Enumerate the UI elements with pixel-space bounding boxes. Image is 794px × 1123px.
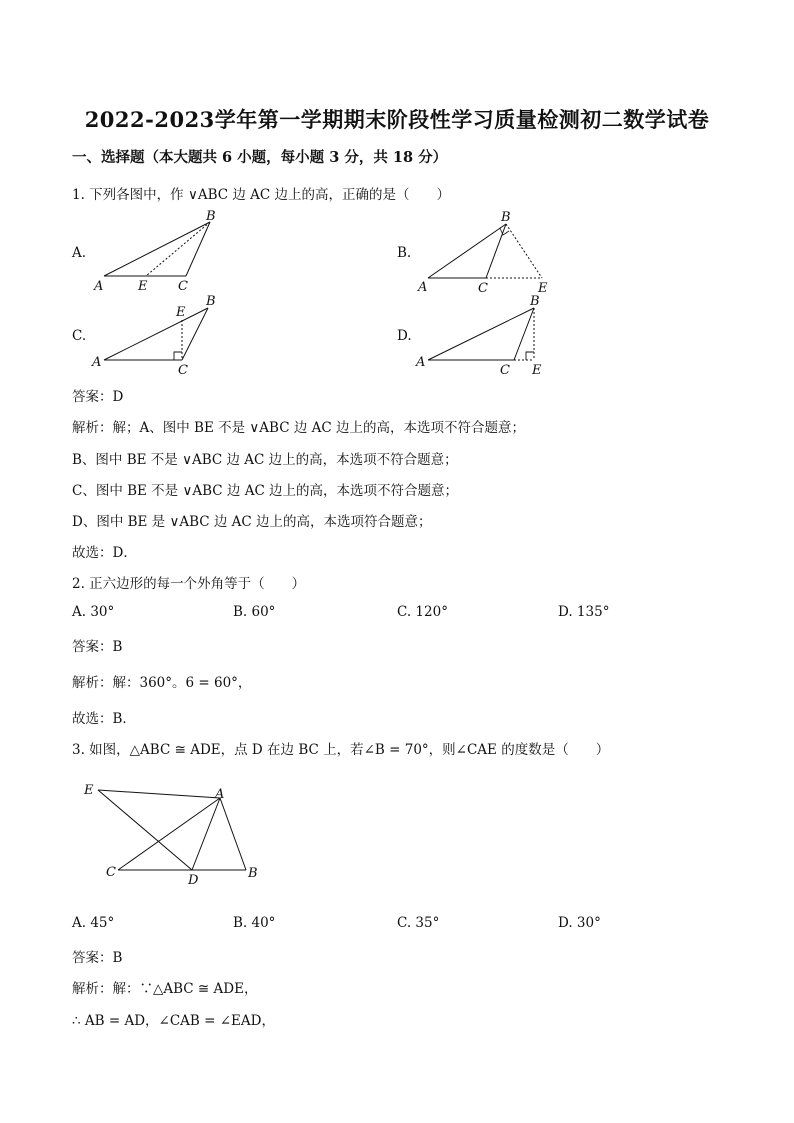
q1c-point-e: E	[176, 305, 186, 320]
q3-option-d: D. 30°	[558, 915, 601, 931]
q1b-point-e: E	[538, 281, 548, 296]
q1-figure-b	[412, 208, 562, 298]
q3-answer: 答案：B	[72, 950, 123, 966]
q3-option-b: B. 40°	[233, 915, 276, 931]
q3-figure	[80, 780, 270, 890]
q1d-point-a: A	[416, 355, 426, 370]
q1-analysis-line-3: C、图中 BE 不是 ∨ABC 边 AC 边上的高，本选项不符合题意；	[72, 483, 459, 499]
q1b-point-a: A	[418, 280, 428, 295]
q1a-point-a: A	[94, 279, 104, 294]
q3-analysis-line-2: ∴ AB = AD，∠CAB = ∠EAD，	[72, 1013, 275, 1029]
q1d-point-b: B	[530, 294, 540, 309]
q1-figure-d	[412, 290, 562, 380]
q2-analysis-line-1: 解析：解：360°。6 = 60°，	[72, 675, 252, 691]
q3-option-a: A. 45°	[72, 915, 115, 931]
q2-analysis-line-2: 故选：B．	[72, 711, 136, 727]
q1-stem: 1. 下列各图中，作 ∨ABC 边 AC 边上的高，正确的是（ ）	[72, 187, 451, 203]
section-heading: 一、选择题（本大题共 6 小题，每小题 3 分，共 18 分）	[72, 149, 448, 166]
q1-analysis-line-2: B、图中 BE 不是 ∨ABC 边 AC 边上的高，本选项不符合题意；	[72, 452, 458, 468]
q3-point-d: D	[188, 873, 199, 888]
q3-analysis-line-1: 解析：解：∵△ABC ≅ ADE，	[72, 981, 258, 997]
q2-stem: 2. 正六边形的每一个外角等于（ ）	[72, 576, 306, 592]
q1c-point-a: A	[92, 355, 102, 370]
exam-title: 2022-2023学年第一学期期末阶段性学习质量检测初二数学试卷	[84, 107, 710, 132]
q3-stem: 3. 如图，△ABC ≅ ADE，点 D 在边 BC 上，若∠B = 70°，则∠CAE 的度数是（ ）	[72, 742, 610, 758]
q1-answer: 答案：D	[72, 389, 124, 405]
q2-option-c: C. 120°	[397, 604, 448, 620]
q1-analysis-line-5: 故选：D．	[72, 545, 137, 561]
q2-option-b: B. 60°	[233, 604, 276, 620]
q1-option-a-label: A.	[72, 245, 87, 261]
q3-option-c: C. 35°	[397, 915, 440, 931]
q1-figure-c	[90, 290, 230, 380]
q1b-point-c: C	[478, 281, 488, 296]
q1-option-d-label: D.	[397, 328, 412, 344]
q1b-point-b: B	[501, 210, 511, 225]
q1a-point-c: C	[178, 279, 188, 294]
q1a-point-b: B	[206, 209, 216, 224]
q1c-point-c: C	[178, 363, 188, 378]
q3-point-e: E	[84, 783, 94, 798]
q2-option-d: D. 135°	[558, 604, 610, 620]
q1-analysis-line-1: 解析：解；A、图中 BE 不是 ∨ABC 边 AC 边上的高，本选项不符合题意；	[72, 420, 525, 436]
q3-point-b: B	[248, 866, 258, 881]
q1d-point-c: C	[500, 363, 510, 378]
q3-point-a: A	[215, 787, 225, 802]
q1-option-c-label: C.	[72, 328, 87, 344]
q1-option-b-label: B.	[397, 245, 412, 261]
q1c-point-b: B	[206, 294, 216, 309]
q1-analysis-line-4: D、图中 BE 是 ∨ABC 边 AC 边上的高，本选项符合题意；	[72, 514, 432, 530]
q1d-point-e: E	[532, 363, 542, 378]
q1-figure-a	[90, 208, 230, 298]
q3-point-c: C	[106, 865, 116, 880]
q2-answer: 答案：B	[72, 639, 123, 655]
q1a-point-e: E	[138, 279, 148, 294]
q2-option-a: A. 30°	[72, 604, 115, 620]
